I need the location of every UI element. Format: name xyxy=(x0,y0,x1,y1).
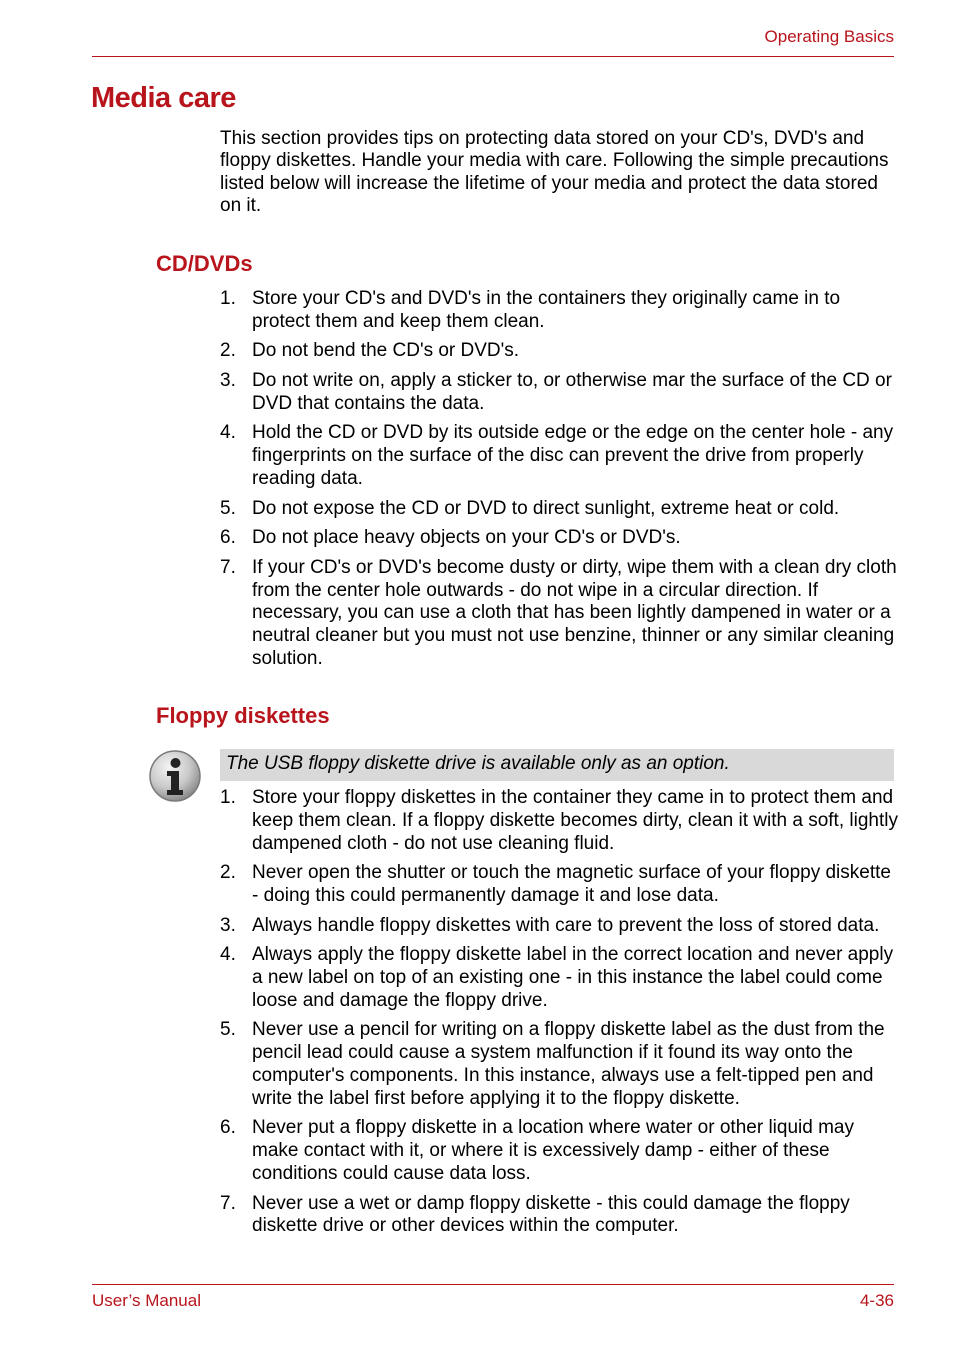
item-text: Always handle floppy diskettes with care to prevent the loss of stored data. xyxy=(252,914,880,936)
item-number: 5. xyxy=(220,1019,236,1041)
item-number: 1. xyxy=(220,288,236,309)
item-number: 2. xyxy=(220,340,236,362)
list-item xyxy=(220,1019,900,1110)
cddvd-heading: CD/DVDs xyxy=(156,251,253,276)
item-number: 5. xyxy=(220,497,236,519)
list-item xyxy=(220,862,900,908)
item-text: If your CD's or DVD's become dusty or dirty, wipe them with a clean dry cloth from the center hole outwards - do not wipe in a circular direction. If necessary, you can use a cloth that has been lightly dampened in water or a neutral cleaner but you must not use benzine, thinner or any similar cleaning solution. xyxy=(252,556,897,669)
item-text: Never open the shutter or touch the magnetic surface of your floppy diskette - doing this could permanently damage it and lose data. xyxy=(252,862,891,906)
note-box xyxy=(220,749,894,781)
item-text: Do not expose the CD or DVD to direct sunlight, extreme heat or cold. xyxy=(252,497,840,519)
item-text: Always apply the floppy diskette label in the correct location and never apply a new label on top of an existing one - in this instance the label could come loose and damage the floppy drive. xyxy=(252,944,894,1011)
item-text: Never put a floppy diskette in a location where water or other liquid may make contact with it, or where it is excessively damp - either of these conditions could cause data loss. xyxy=(252,1117,854,1184)
item-text: Store your floppy diskettes in the container they came in to protect them and keep them clean. If a floppy diskette becomes dirty, clean it with a soft, lightly dampened cloth - do not use cleaning fluid. xyxy=(252,787,898,854)
footer-manual-title: User’s Manual xyxy=(92,1291,201,1310)
list-item xyxy=(220,527,900,550)
item-number: 7. xyxy=(220,556,236,578)
list-item xyxy=(220,422,900,490)
item-text: Do not write on, apply a sticker to, or otherwise mar the surface of the CD or DVD that contains the data. xyxy=(252,369,892,414)
list-item xyxy=(220,1193,900,1239)
footer-rule xyxy=(92,1284,894,1285)
item-number: 1. xyxy=(220,787,236,808)
item-number: 7. xyxy=(220,1192,236,1214)
item-text: Store your CD's and DVD's in the containers they originally came in to protect them and keep them clean. xyxy=(252,288,841,332)
page-number: 4-36 xyxy=(859,1291,894,1310)
floppy-list xyxy=(220,787,900,1245)
note-text: The USB floppy diskette drive is available only as an option. xyxy=(226,753,730,774)
intro-paragraph: This section provides tips on protecting data stored on your CD's, DVD's and floppy diskettes. Handle your media with care. Following the simple precautions listed below will increase the lifetime of your media and protect the data stored on it. xyxy=(220,128,889,217)
item-number: 2. xyxy=(220,862,236,884)
item-text: Do not bend the CD's or DVD's. xyxy=(252,340,520,362)
list-item xyxy=(220,1117,900,1185)
list-item xyxy=(220,370,900,416)
item-number: 3. xyxy=(220,369,236,391)
item-number: 6. xyxy=(220,1117,236,1139)
list-item xyxy=(220,288,900,334)
list-item xyxy=(220,498,900,521)
cddvd-list xyxy=(220,288,900,678)
item-number: 4. xyxy=(220,944,236,966)
item-number: 3. xyxy=(220,914,236,936)
list-item xyxy=(220,915,900,938)
info-icon xyxy=(148,749,202,803)
running-header: Operating Basics xyxy=(764,27,894,46)
floppy-heading: Floppy diskettes xyxy=(156,703,330,728)
item-text: Never use a wet or damp floppy diskette - this could damage the floppy diskette drive or other devices within the computer. xyxy=(252,1192,850,1237)
item-number: 6. xyxy=(220,527,236,549)
list-item xyxy=(220,944,900,1012)
item-text: Never use a pencil for writing on a floppy diskette label as the dust from the pencil lead could cause a system malfunction if it found its way onto the computer's components. In this instance, always use a felt-tipped pen and write the label first before applying it to the floppy diskette. xyxy=(252,1019,885,1109)
header-rule xyxy=(92,56,894,57)
list-item xyxy=(220,557,900,671)
page-title: Media care xyxy=(91,82,236,114)
item-text: Do not place heavy objects on your CD's or DVD's. xyxy=(252,527,681,549)
list-item xyxy=(220,787,900,855)
list-item xyxy=(220,340,900,363)
item-number: 4. xyxy=(220,422,236,444)
item-text: Hold the CD or DVD by its outside edge or the edge on the center hole - any fingerprints on the surface of the disc can prevent the drive from properly reading data. xyxy=(252,422,894,489)
